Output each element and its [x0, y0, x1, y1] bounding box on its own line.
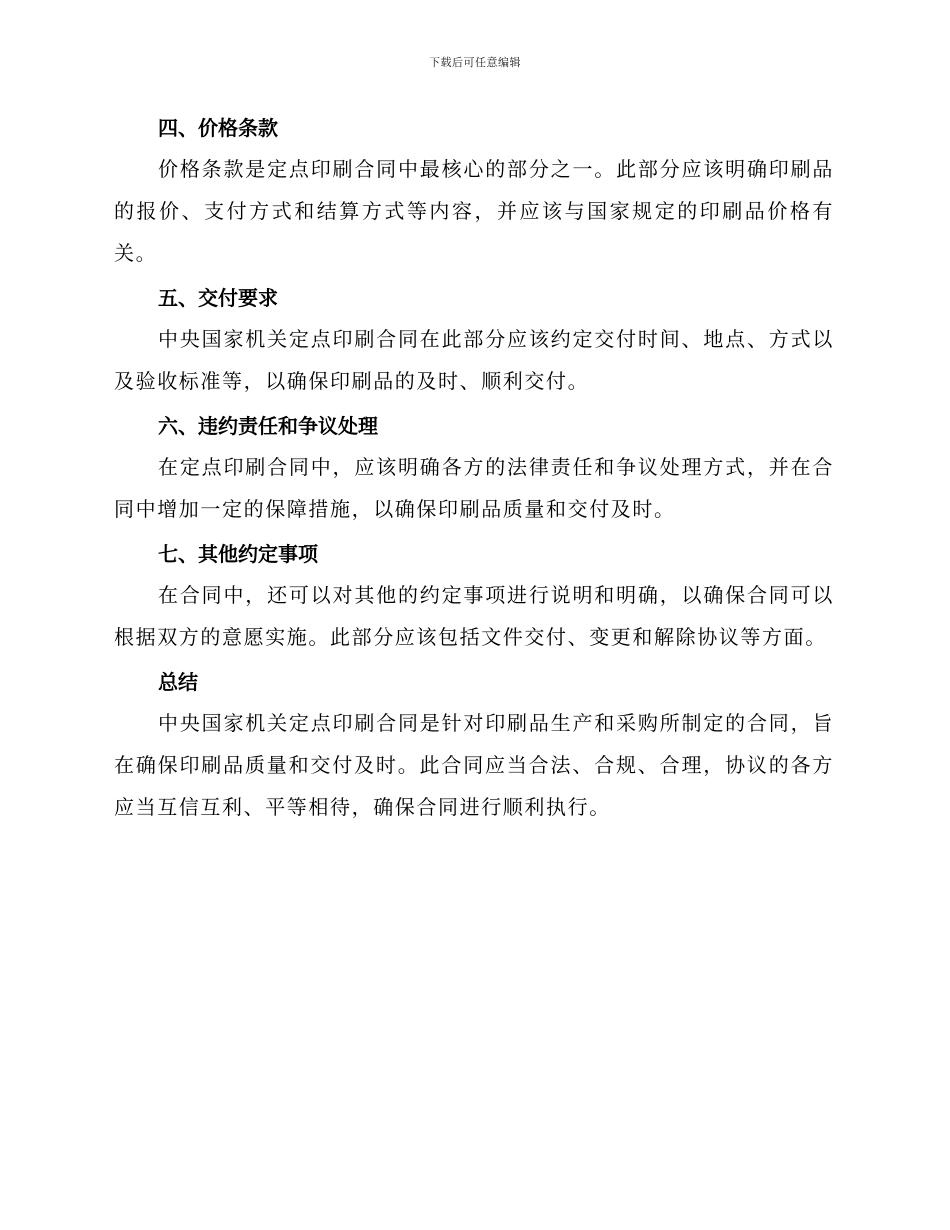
section-heading: 六、违约责任和争议处理: [158, 414, 378, 438]
section-heading: 七、其他约定事项: [158, 542, 318, 566]
section-paragraph: 价格条款是定点印刷合同中最核心的部分之一。此部分应该明确印刷品的报价、支付方式和结算方式等内容，并应该与国家规定的印刷品价格有关。: [114, 157, 834, 265]
section-heading: 五、交付要求: [158, 286, 278, 310]
section-paragraph: 中央国家机关定点印刷合同是针对印刷品生产和采购所制定的合同，旨在确保印刷品质量和交付及时。此合同应当合法、合规、合理，协议的各方应当互信互利、平等相待，确保合同进行顺利执行。: [114, 711, 834, 819]
section-delivery-requirements: [114, 278, 834, 402]
section-heading: 四、价格条款: [158, 116, 278, 140]
section-paragraph: 在定点印刷合同中，应该明确各方的法律责任和争议处理方式，并在合同中增加一定的保障措施，以确保印刷品质量和交付及时。: [114, 455, 834, 521]
section-heading: 总结: [158, 670, 198, 694]
section-liability-disputes: [114, 406, 834, 530]
section-paragraph: 在合同中，还可以对其他的约定事项进行说明和明确，以确保合同可以根据双方的意愿实施。此部分应该包括文件交付、变更和解除协议等方面。: [114, 583, 834, 649]
section-price-terms: [114, 108, 834, 274]
section-paragraph: 中央国家机关定点印刷合同在此部分应该约定交付时间、地点、方式以及验收标准等，以确保印刷品的及时、顺利交付。: [114, 327, 834, 393]
header-note: 下载后可任意编辑: [429, 56, 521, 69]
document-body: [114, 108, 834, 832]
section-summary: [114, 662, 834, 828]
section-other-matters: [114, 534, 834, 658]
